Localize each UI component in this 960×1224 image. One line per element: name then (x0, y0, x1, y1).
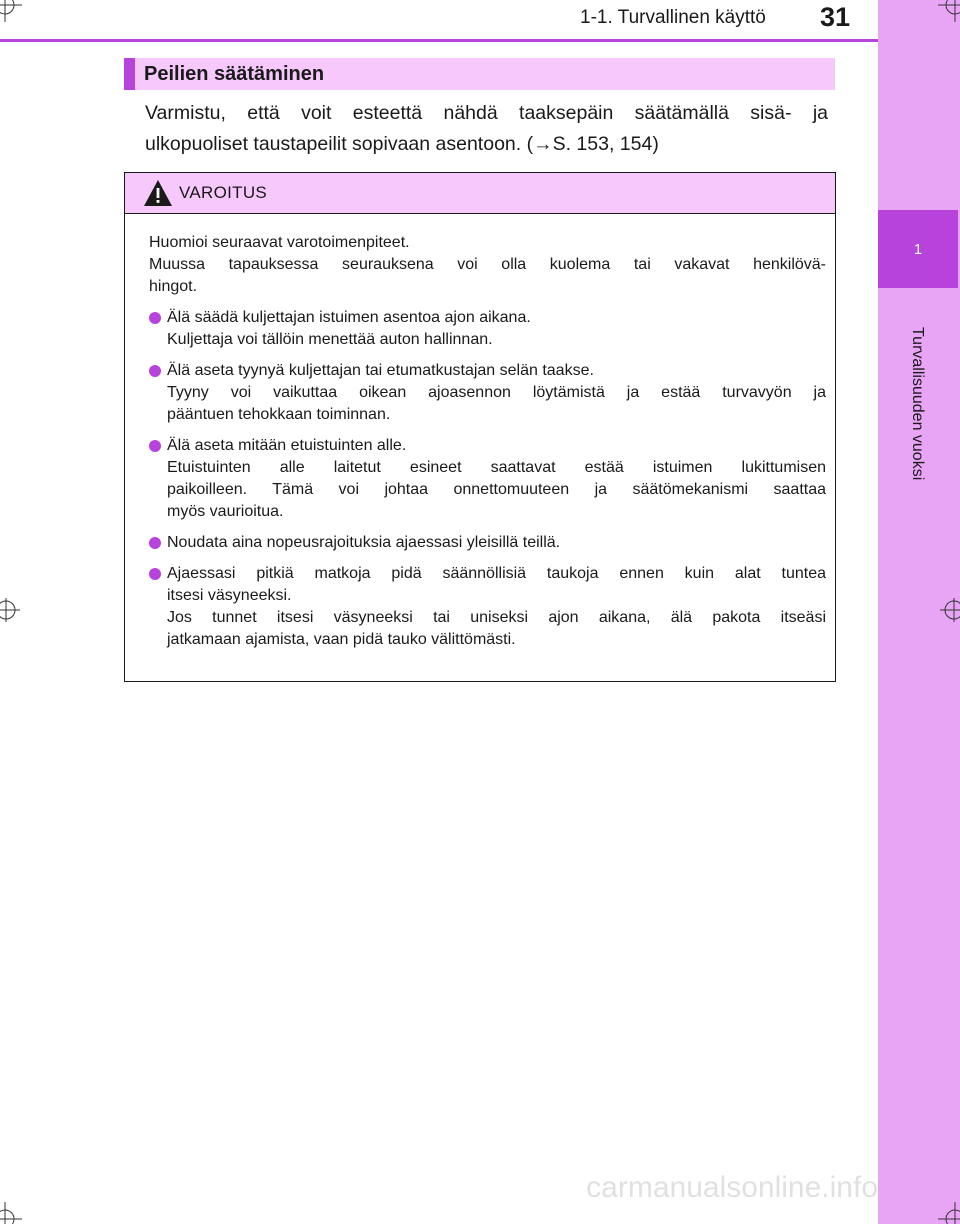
crop-mark-bottom-left-icon (0, 1202, 22, 1224)
warning-item (149, 532, 826, 554)
warning-item-line: Älä aseta mitään etuistuinten alle. (167, 437, 407, 454)
bullet-icon (149, 365, 161, 377)
chapter-number: 1 (913, 240, 923, 258)
warning-item (149, 307, 826, 351)
warning-item-line: Älä aseta tyynyä kuljettajan tai etumatkustajan selän taakse. (167, 362, 594, 379)
header-title: 1-1. Turvallinen käyttö (580, 7, 766, 28)
warning-intro-line: Huomioi seuraavat varotoimenpiteet. (149, 234, 410, 251)
warning-label: VAROITUS (179, 183, 268, 202)
intro-line: ulkopuoliset taustapeilit sopivaan asentoon. (→S. 153, 154) (145, 133, 659, 155)
warning-item-line: Etuistuinten alle laitetut esineet saattavat estää istuimen lukittumisen (167, 459, 826, 476)
warning-item-line: itsesi väsyneeksi. (167, 587, 292, 604)
warning-item-line: Jos tunnet itsesi väsyneeksi tai uniseksi ajon aikana, älä pakota itseäsi (167, 609, 826, 626)
warning-intro-line: Muussa tapauksessa seurauksena voi olla kuolema tai vakavat henkilövä- (149, 256, 826, 273)
bullet-icon (149, 537, 161, 549)
warning-item-line: Älä säädä kuljettajan istuimen asentoa ajon aikana. (167, 309, 531, 326)
warning-item-line: jatkamaan ajamista, vaan pidä tauko välittömästi. (167, 631, 516, 648)
header-rule (0, 39, 878, 42)
warning-item-line: paikoilleen. Tämä voi johtaa onnettomuuteen ja säätömekanismi saattaa (167, 481, 826, 498)
warning-box (124, 172, 836, 682)
crop-mark-top-right-icon (938, 0, 960, 22)
crop-mark-mid-left-icon (0, 598, 24, 622)
watermark: carmanualsonline.info (586, 1171, 878, 1204)
section-heading (124, 58, 835, 90)
warning-header (125, 173, 835, 214)
warning-triangle-icon (143, 179, 173, 207)
crop-mark-top-left-icon (0, 0, 22, 22)
chapter-title: Turvallisuuden vuoksi (909, 327, 926, 481)
warning-item (149, 563, 826, 651)
warning-item (149, 360, 826, 426)
warning-item-line: myös vaurioitua. (167, 503, 284, 520)
crop-mark-bottom-right-icon (938, 1202, 960, 1224)
chapter-tab (878, 210, 958, 288)
warning-intro-line: hingot. (149, 278, 198, 295)
page-number: 31 (820, 2, 851, 32)
warning-item (149, 435, 826, 523)
warning-item-line: Tyyny voi vaikuttaa oikean ajoasennon löytämistä ja estää turvavyön ja (167, 384, 826, 401)
bullet-icon (149, 568, 161, 580)
warning-body (125, 214, 835, 651)
warning-item-line: Noudata aina nopeusrajoituksia ajaessasi yleisillä teillä. (167, 534, 561, 551)
crop-mark-mid-right-icon (936, 598, 960, 622)
warning-item-line: pääntuen tehokkaan toiminnan. (167, 406, 391, 423)
intro-line: Varmistu, että voit esteettä nähdä taaksepäin säätämällä sisä- ja (145, 102, 828, 124)
bullet-icon (149, 312, 161, 324)
section-title: Peilien säätäminen (144, 62, 325, 85)
warning-item-line: Ajaessasi pitkiä matkoja pidä säännöllisiä taukoja ennen kuin alat tuntea (167, 565, 826, 582)
warning-item-line: Kuljettaja voi tällöin menettää auton hallinnan. (167, 331, 493, 348)
bullet-icon (149, 440, 161, 452)
section-intro (145, 98, 828, 160)
